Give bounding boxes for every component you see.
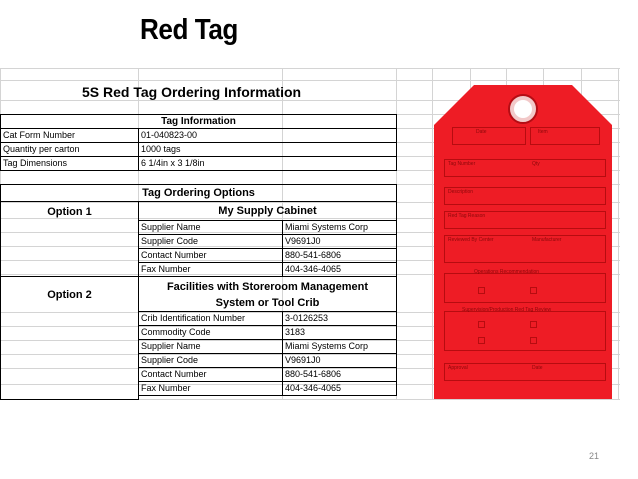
option2-value-1: 3183 — [282, 325, 397, 340]
tag-field-approval: Approval — [448, 365, 468, 371]
option2-label-4: Contact Number — [138, 367, 283, 382]
option2-label-2: Supplier Name — [138, 339, 283, 354]
option2-title — [138, 276, 397, 312]
option1-value-2: 880-541-6806 — [282, 248, 397, 263]
tag-info-label-2: Tag Dimensions — [0, 156, 139, 171]
tag-field-date: Date — [476, 129, 487, 135]
option1-label: Option 1 — [0, 201, 139, 277]
option2-label-5: Fax Number — [138, 381, 283, 396]
option1-value-0: Miami Systems Corp — [282, 220, 397, 235]
tag-info-value-0: 01-040823-00 — [138, 128, 397, 143]
option2-title-line2: System or Tool Crib — [215, 297, 320, 309]
tag-field-supervision: Supervision/Production Red Tag Review — [462, 307, 552, 313]
option1-label-3: Fax Number — [138, 262, 283, 277]
tag-field-manufacturer: Manufacturer — [532, 237, 562, 243]
tag-info-label-0: Cat Form Number — [0, 128, 139, 143]
tag-field-qty: Qty — [532, 161, 540, 167]
tag-info-header: Tag Information — [0, 114, 397, 129]
option2-value-2: Miami Systems Corp — [282, 339, 397, 354]
tag-field-item: Item — [538, 129, 548, 135]
red-tag-image — [434, 85, 612, 399]
option2-value-0: 3-0126253 — [282, 311, 397, 326]
option1-label-0: Supplier Name — [138, 220, 283, 235]
option2-label-1: Commodity Code — [138, 325, 283, 340]
sheet-title: 5S Red Tag Ordering Information — [82, 84, 302, 100]
option2-value-3: V9691J0 — [282, 353, 397, 368]
page-number: 21 — [589, 451, 600, 461]
option2-title-line1: Facilities with Storeroom Management — [166, 281, 369, 293]
options-header: Tag Ordering Options — [0, 184, 397, 202]
tag-info-value-1: 1000 tags — [138, 142, 397, 157]
option1-title: My Supply Cabinet — [138, 201, 397, 221]
tag-info-value-2: 6 1/4in x 3 1/8in — [138, 156, 397, 171]
option2-value-5: 404-346-4065 — [282, 381, 397, 396]
option1-label-2: Contact Number — [138, 248, 283, 263]
option1-value-3: 404-346-4065 — [282, 262, 397, 277]
tag-field-operations: Operations Recommendation — [474, 269, 540, 275]
tag-field-reason: Red Tag Reason — [448, 213, 486, 219]
tag-field-description: Description — [448, 189, 474, 195]
option2-label-3: Supplier Code — [138, 353, 283, 368]
option2-value-4: 880-541-6806 — [282, 367, 397, 382]
tag-field-date-2: Date — [532, 365, 543, 371]
tag-info-label-1: Quantity per carton — [0, 142, 139, 157]
tag-field-reviewed: Reviewed By Center — [448, 237, 494, 243]
option1-label-1: Supplier Code — [138, 234, 283, 249]
tag-field-tag-number: Tag Number — [448, 161, 476, 167]
option2-label-0: Crib Identification Number — [138, 311, 283, 326]
option1-value-1: V9691J0 — [282, 234, 397, 249]
option2-label: Option 2 — [0, 276, 139, 400]
slide-title: Red Tag — [140, 14, 238, 46]
